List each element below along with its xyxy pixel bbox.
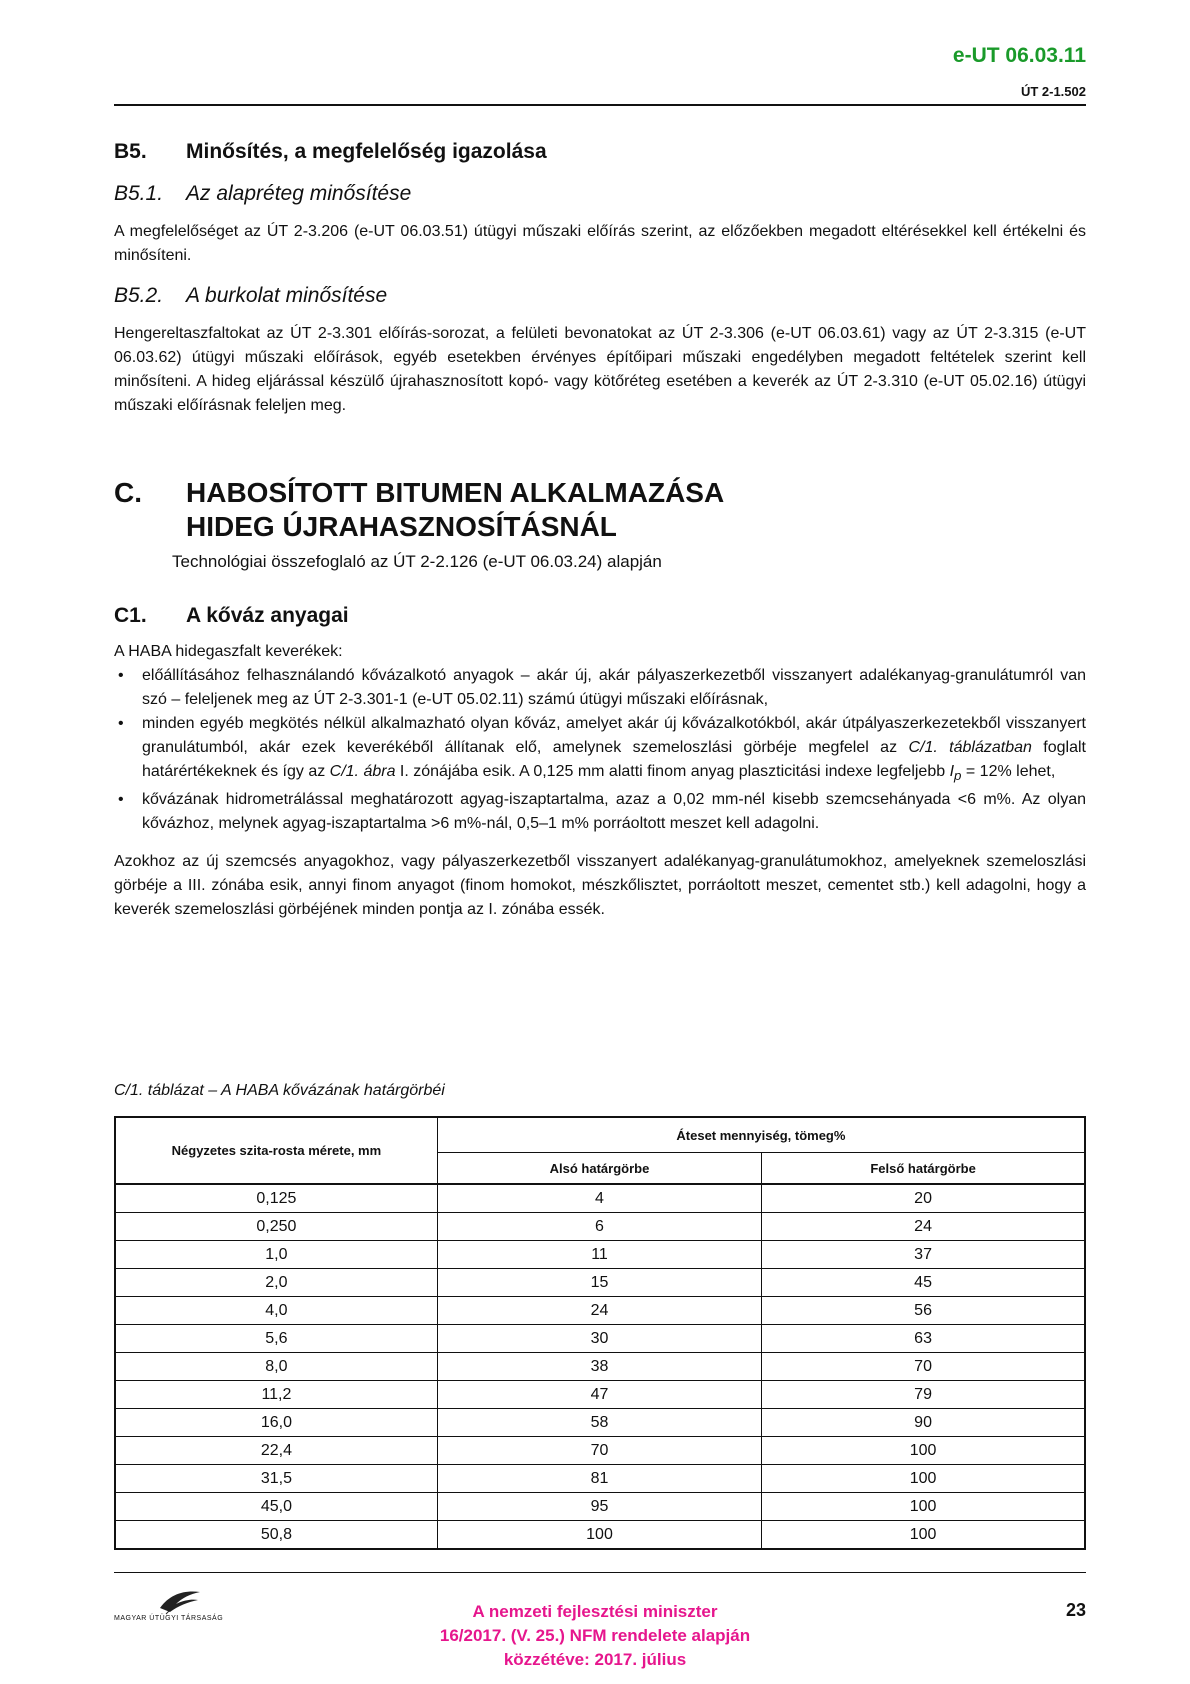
paragraph: Azokhoz az új szemcsés anyagokhoz, vagy pályaszerkezetből visszanyert adalékanyag-granulátumokhoz, amelyeknek szemeloszlási görbéje a III. zónába esik, annyi finom anyagot (finom homokot, mészkőlisztet, porráoltott meszet, cementet stb.) kell adagolni, hogy a keverék szemeloszlási görbéjének minden pontja az I. zónába essék.	[114, 853, 1086, 919]
bird-icon	[114, 1586, 274, 1616]
cell-lower-limit: 58	[437, 1409, 761, 1437]
table-row	[115, 1184, 1085, 1213]
table-caption: C/1. táblázat – A HABA kővázának határgörbéi	[114, 1082, 445, 1099]
cell-lower-limit: 24	[437, 1297, 761, 1325]
footer-divider	[114, 1572, 1086, 1573]
section-number: C1.	[114, 604, 147, 627]
figure-reference: C/1. ábra	[329, 763, 396, 780]
page-number: 23	[1065, 1600, 1086, 1620]
cell-sieve-size: 50,8	[115, 1521, 437, 1550]
cell-lower-limit: 95	[437, 1493, 761, 1521]
list-item: • kővázának hidrometrálással meghatározott agyag-iszaptartalma, azaz a 0,02 mm-nél kisebb szemcsehányada <6 m%. Az olyan kővázhoz, melynek agyag-iszaptartalma >6 m%-nál, 0,5–1 m% porráoltott meszet kell adagolni.	[114, 788, 1086, 836]
subsection-number: B5.1.	[114, 182, 164, 205]
chapter-subtitle: Technológiai összefoglaló az ÚT 2-2.126 (e-UT 06.03.24) alapján	[172, 552, 662, 571]
cell-upper-limit: 100	[762, 1493, 1085, 1521]
cell-lower-limit: 47	[437, 1381, 761, 1409]
paragraph-intro: A HABA hidegaszfalt keverékek:	[114, 643, 343, 660]
cell-upper-limit: 45	[762, 1269, 1085, 1297]
cell-sieve-size: 11,2	[115, 1381, 437, 1409]
table-row	[115, 1437, 1085, 1465]
cell-lower-limit: 6	[437, 1213, 761, 1241]
list-item: • minden egyéb megkötés nélkül alkalmazható olyan kőváz, amelyet akár új kővázalkotókból, akár útpályaszerkezetekből visszanyert granulátumból, akár ezek keverékéből állítanak elő, amelynek szemeloszlási görbéje megfelel az C/1. táblázatban foglalt határértékeknek és így az C/1. ábra I. zónájába esik. A 0,125 mm alatti finom anyag plaszticitási indexe legfeljebb $I_p = 12\%$ lehet,	[114, 712, 1086, 788]
logo-text: MAGYAR ÚTÜGYI TÁRSASÁG	[114, 1615, 224, 1622]
cell-upper-limit: 70	[762, 1353, 1085, 1381]
subsection-title: Az alapréteg minősítése	[186, 182, 412, 205]
cell-upper-limit: 79	[762, 1381, 1085, 1409]
cell-sieve-size: 5,6	[115, 1325, 437, 1353]
publication-line-2: 16/2017. (V. 25.) NFM rendelete alapján	[439, 1626, 751, 1645]
cell-upper-limit: 100	[762, 1437, 1085, 1465]
table-body	[115, 1184, 1085, 1549]
cell-sieve-size: 0,250	[115, 1213, 437, 1241]
grading-table	[114, 1116, 1086, 1550]
cell-lower-limit: 4	[437, 1184, 761, 1213]
table-row	[115, 1381, 1085, 1409]
plasticity-index-symbol: I	[949, 763, 955, 780]
section-title: Minősítés, a megfelelőség igazolása	[186, 140, 547, 163]
table-block	[114, 1082, 1086, 1100]
subsection-number: B5.2.	[114, 284, 164, 307]
publication-line-3: közzétéve: 2017. július	[503, 1650, 687, 1669]
header-divider	[114, 104, 1086, 106]
subsection-heading	[114, 284, 1086, 308]
section-c1	[114, 604, 1086, 922]
subsection-b5-1	[114, 182, 1086, 268]
cell-upper-limit: 100	[762, 1465, 1085, 1493]
cell-sieve-size: 16,0	[115, 1409, 437, 1437]
section-title: A kőváz anyagai	[186, 604, 349, 627]
cell-sieve-size: 0,125	[115, 1184, 437, 1213]
column-header-upper: Felső határgörbe	[762, 1153, 1085, 1185]
cell-lower-limit: 30	[437, 1325, 761, 1353]
subsection-title: A burkolat minősítése	[186, 284, 388, 307]
bullet-list	[114, 664, 1086, 836]
section-number: B5.	[114, 140, 147, 163]
cell-sieve-size: 2,0	[115, 1269, 437, 1297]
column-header-sieve: Négyzetes szita-rosta mérete, mm	[115, 1117, 437, 1184]
table-row	[115, 1213, 1085, 1241]
section-b5	[114, 140, 1086, 164]
publication-line-1: A nemzeti fejlesztési miniszter	[472, 1602, 718, 1621]
cell-lower-limit: 81	[437, 1465, 761, 1493]
cell-lower-limit: 100	[437, 1521, 761, 1550]
subsection-b5-2	[114, 284, 1086, 418]
table-row	[115, 1353, 1085, 1381]
chapter-title-line-1: HABOSÍTOTT BITUMEN ALKALMAZÁSA	[186, 477, 725, 508]
cell-sieve-size: 45,0	[115, 1493, 437, 1521]
document-code: e-UT 06.03.11	[952, 44, 1086, 67]
cell-sieve-size: 4,0	[115, 1297, 437, 1325]
cell-sieve-size: 1,0	[115, 1241, 437, 1269]
organization-logo	[114, 1586, 274, 1622]
cell-sieve-size: 22,4	[115, 1437, 437, 1465]
cell-lower-limit: 15	[437, 1269, 761, 1297]
cell-upper-limit: 90	[762, 1409, 1085, 1437]
chapter-title-line-2: HIDEG ÚJRAHASZNOSÍTÁSNÁL	[186, 511, 617, 542]
table-row	[115, 1493, 1085, 1521]
chapter-number: C.	[114, 477, 142, 508]
column-header-lower: Alsó határgörbe	[437, 1153, 761, 1185]
table-row	[115, 1241, 1085, 1269]
cell-upper-limit: 24	[762, 1213, 1085, 1241]
grading-table-wrapper	[114, 1116, 1086, 1550]
section-heading	[114, 140, 1086, 164]
table-row	[115, 1297, 1085, 1325]
table-row	[115, 1409, 1085, 1437]
chapter-title	[114, 476, 1086, 544]
chapter-c	[114, 476, 1086, 572]
cell-sieve-size: 8,0	[115, 1353, 437, 1381]
column-group-header: Áteset mennyiség, tömeg%	[437, 1117, 1085, 1153]
table-row	[115, 1465, 1085, 1493]
cell-lower-limit: 11	[437, 1241, 761, 1269]
document-subcode: ÚT 2-1.502	[1020, 84, 1086, 99]
paragraph: A megfelelőséget az ÚT 2-3.206 (e-UT 06.03.51) útügyi műszaki előírás szerint, az előzőekben megadott eltérésekkel kell értékelni és minősíteni.	[114, 223, 1086, 264]
table-row	[115, 1521, 1085, 1550]
paragraph: Hengereltaszfaltokat az ÚT 2-3.301 előírás-sorozat, a felületi bevonatokat az ÚT 2-3.306 (e-UT 06.03.61) vagy az ÚT 2-3.315 (e-UT 06.03.62) útügyi műszaki előírások, egyéb esetekben érvényes építőipari műszaki engedélyben megadott feltételek szerint kell minősíteni. A hideg eljárással készülő újrahasznosított kopó- vagy kötőréteg esetében a keverék az ÚT 2-3.310 (e-UT 05.02.16) útügyi műszaki előírásnak feleljen meg.	[114, 325, 1086, 414]
publication-note	[345, 1600, 845, 1672]
table-reference: C/1. táblázatban	[908, 739, 1032, 756]
cell-upper-limit: 63	[762, 1325, 1085, 1353]
cell-upper-limit: 56	[762, 1297, 1085, 1325]
cell-lower-limit: 70	[437, 1437, 761, 1465]
subsection-heading	[114, 182, 1086, 206]
cell-upper-limit: 20	[762, 1184, 1085, 1213]
cell-upper-limit: 37	[762, 1241, 1085, 1269]
table-row	[115, 1325, 1085, 1353]
cell-upper-limit: 100	[762, 1521, 1085, 1550]
cell-sieve-size: 31,5	[115, 1465, 437, 1493]
cell-lower-limit: 38	[437, 1353, 761, 1381]
list-item: • előállításához felhasználandó kővázalkotó anyagok – akár új, akár pályaszerkezetből visszanyert adalékanyag-granulátumról van szó – feleljenek meg az ÚT 2-3.301-1 (e-UT 05.02.11) számú útügyi műszaki előírásnak,	[114, 664, 1086, 712]
section-heading	[114, 604, 1086, 628]
table-row	[115, 1269, 1085, 1297]
